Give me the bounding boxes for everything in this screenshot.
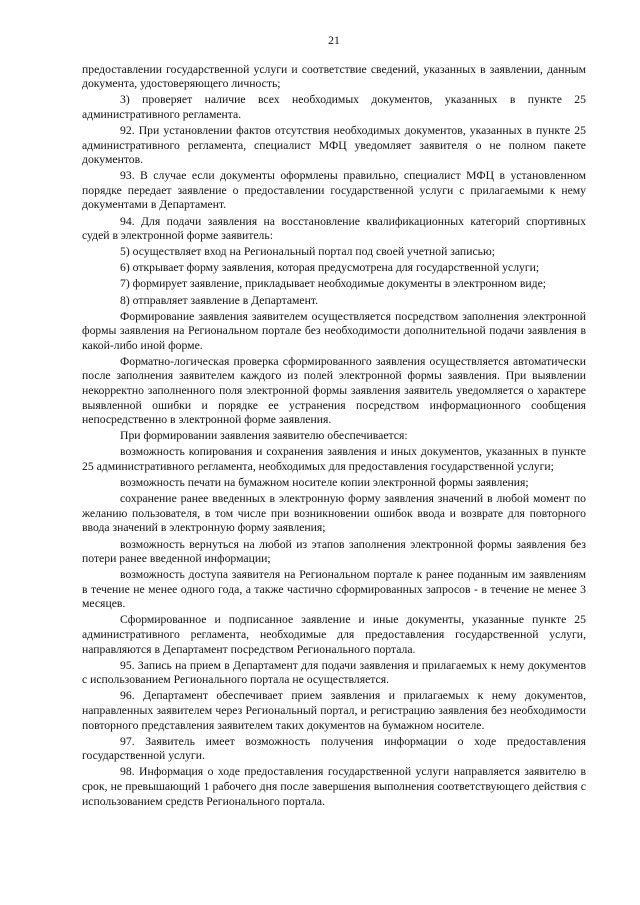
paragraph: возможность копирования и сохранения заявления и иных документов, указанных в пункте 25 административного регламента, необходимых для предоставления государственной услуги; [82, 445, 586, 474]
paragraph: возможность печати на бумажном носителе копии электронной формы заявления; [120, 476, 529, 490]
paragraph: Форматно-логическая проверка сформированного заявления осуществляется автоматически после заполнения заявителем каждого из полей электронной формы заявления. При выявлении некорректно заполненного поля электронной формы заявления заявитель уведомляется о характере выявленной ошибки и порядке ее устранения посредством информационного сообщения непосредственно в электронной форме заявления. [82, 354, 586, 427]
paragraph: 5) осуществляет вход на Региональный портал под своей учетной записью; [120, 245, 495, 259]
paragraph: 94. Для подачи заявления на восстановление квалификационных категорий спортивных судей в электронной форме заявитель: [82, 214, 586, 243]
paragraph: сохранение ранее введенных в электронную форму заявления значений в любой момент по желанию пользователя, в том числе при возникновении ошибок ввода и возврате для повторного ввода значений в электронную форму заявления; [82, 492, 586, 535]
paragraph: возможность доступа заявителя на Региональном портале к ранее поданным им заявлениям в течение не менее одного года, а также частично сформированных запросов - в течение не менее 3 месяцев. [82, 568, 586, 611]
paragraph: 3) проверяет наличие всех необходимых документов, указанных в пункте 25 административного регламента. [82, 93, 586, 121]
paragraph: Сформированное и подписанное заявление и иные документы, указанные пункте 25 административного регламента, необходимые для предоставления государственной услуги, направляются в Департамент посредством Регионального портала. [82, 613, 586, 656]
document-body [82, 63, 586, 810]
paragraph: предоставлении государственной услуги и соответствие сведений, указанных в заявлении, данным документа, удостоверяющего личность; [82, 62, 586, 91]
paragraph: 6) открывает форму заявления, которая предусмотрена для государственной услуги; [120, 261, 540, 275]
paragraph: 7) формирует заявление, прикладывает необходимые документы в электронном виде; [120, 277, 547, 291]
paragraph: 8) отправляет заявление в Департамент. [120, 293, 319, 307]
paragraph: При формировании заявления заявителю обеспечивается: [120, 429, 408, 443]
paragraph: 97. Заявитель имеет возможность получения информации о ходе предоставления государственной услуги. [82, 734, 586, 763]
page-number: 21 [328, 34, 340, 47]
paragraph: 98. Информация о ходе предоставления государственной услуги направляется заявителю в срок, не превышающий 1 рабочего дня после завершения выполнения соответствующего действия с использованием средств Регионального портала. [82, 765, 586, 808]
paragraph: 93. В случае если документы оформлены правильно, специалист МФЦ в установленном порядке передает заявление о предоставлении государственной услуги с прилагаемыми к нему документами в Департамент. [82, 169, 586, 212]
paragraph: 95. Запись на прием в Департамент для подачи заявления и прилагаемых к нему документов с использованием Регионального портала не осуществляется. [82, 658, 586, 687]
paragraph: 96. Департамент обеспечивает прием заявления и прилагаемых к нему документов, направленных заявителем через Региональный портал, и регистрацию заявления без необходимости повторного представления заявителем таких документов на бумажном носителе. [82, 689, 586, 732]
paragraph: 92. При установлении фактов отсутствия необходимых документов, указанных в пункте 25 административного регламента, специалист МФЦ уведомляет заявителя о не полном пакете документов. [82, 123, 586, 167]
paragraph: Формирование заявления заявителем осуществляется посредством заполнения электронной формы заявления на Региональном портале без необходимости дополнительной подачи заявления в какой-либо иной форме. [82, 309, 586, 352]
paragraph: возможность вернуться на любой из этапов заполнения электронной формы заявления без потери ранее введенной информации; [82, 537, 586, 566]
